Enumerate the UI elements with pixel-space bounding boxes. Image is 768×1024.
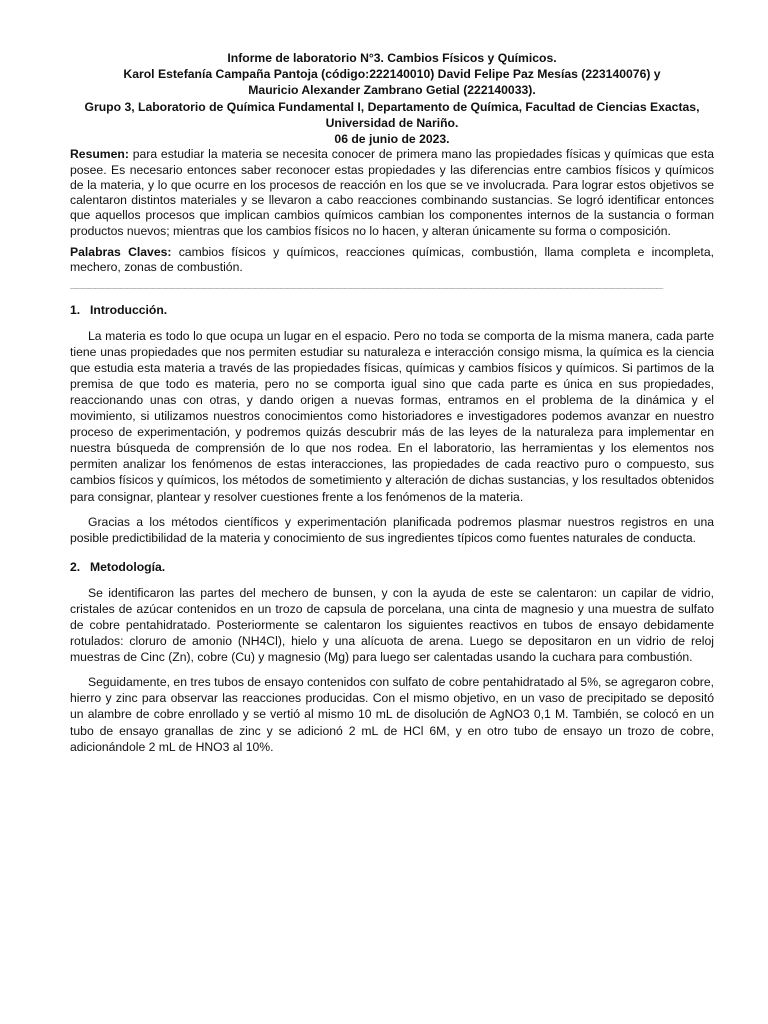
paragraph: Se identificaron las partes del mechero de bunsen, y con la ayuda de este se calentaron: un capilar de vidrio, cristales de azúcar contenidos en un trozo de capsula de porcelana, una cinta de magnesio y una muestra de sulfato de cobre pentahidratado. Posteriormente se calentaron los siguientes reactivos en tubos de ensayo debidamente rotulados: cloruro de amonio (NH4Cl), hielo y una alícuota de arena. Luego se depositaron en un vidrio de reloj muestras de Cinc (Zn), cobre (Cu) y magnesio (Mg) para luego ser calentadas usando la cuchara para combustión.	[70, 585, 714, 665]
paragraph: La materia es todo lo que ocupa un lugar en el espacio. Pero no toda se comporta de la misma manera, cada parte tiene unas propiedades que nos permiten estudiar su naturaleza e interacción consigo misma, la química es la ciencia que estudia esta materia a través de las propiedades físicas, químicas y cambios físicos y químicos. Si partimos de la premisa de que todo es materia, pero no se comporta igual sino que cada parte es única en sus propiedades, reaccionando unas con otras, y dando origen a nuevas formas, entramos en el problema de la dinámica y el movimiento, si utilizamos nuestros conocimientos como historiadores e investigadores podemos avanzar en nuestro proceso de experimentación, y podremos quizás descubrir más de las leyes de la naturaleza para implementar en nuestra búsqueda de comprensión de lo que nos rodea. En el laboratorio, las herramientas y los elementos nos permiten analizar los fenómenos de estas interacciones, las propiedades de cada reactivo puro o compuesto, sus cambios físicos y químicos, los métodos de sometimiento y alteración de dichas sustancias, y los resultados obtenidos para consignar, plantear y resolver cuestiones frente a los fenómenos de la materia.	[70, 328, 714, 504]
separator-line: _____________________________________________________________________________________________	[70, 276, 663, 289]
section-title: Metodología.	[90, 559, 166, 574]
section-heading-metodologia	[70, 560, 714, 575]
section-heading-introduccion	[70, 303, 714, 318]
report-date: 06 de junio de 2023.	[334, 132, 450, 147]
affiliation-line: Grupo 3, Laboratorio de Química Fundamental I, Departamento de Química, Facultad de Ciencias Exactas,	[84, 99, 700, 114]
paragraph: Seguidamente, en tres tubos de ensayo contenidos con sulfato de cobre pentahidratado al 5%, se agregaron cobre, hierro y zinc para observar las reacciones producidas. Con el mismo objetivo, en un vaso de precipitado se depositó un alambre de cobre enrollado y se vertió al mismo 10 mL de disolución de AgNO3 0,1 M. También, se colocó en un tubo de ensayo granallas de zinc y se adicionó 2 mL de HCl 6M, y en otro tubo de ensayo un trozo de cobre, adicionándole 2 mL de HNO3 al 10%.	[70, 675, 714, 754]
abstract-text: para estudiar la materia se necesita conocer de primera mano las propiedades físicas y químicas que esta posee. Es necesario entonces saber reconocer estas propiedades y las diferencias entre cambios físicos y químicos de la materia, y lo que ocurre en los procesos de reacción en los que se ve involucrada. Para lograr estos objetivos se calentaron distintos materiales y se llevaron a cabo reacciones combinando sustancias. Se logró identificar entonces que aquellos procesos que implican cambios químicos cambian los componentes internos de la sustancia o forman productos nuevos; mientras que los cambios físicos no lo hacen, y alteran únicamente su forma o composición.	[70, 147, 714, 238]
abstract	[70, 147, 714, 239]
report-title: Informe de laboratorio N°3. Cambios Físicos y Químicos.	[227, 51, 557, 65]
section-number: 2.	[70, 559, 81, 574]
report-header	[70, 50, 714, 147]
keywords-label: Palabras Claves:	[70, 245, 172, 259]
authors-line-1: Karol Estefanía Campaña Pantoja (código:222140010) David Felipe Paz Mesías (223140076) y	[123, 67, 661, 82]
keywords-text: cambios físicos y químicos, reacciones químicas, combustión, llama completa e incompleta, mechero, zonas de combustión.	[70, 245, 714, 275]
paragraph: Gracias a los métodos científicos y experimentación planificada podremos plasmar nuestros registros en una posible predictibilidad de la materia y conocimiento de sus ingredientes típicos como fuentes naturales de conducta.	[70, 514, 714, 545]
section-title: Introducción.	[90, 302, 168, 317]
keywords	[70, 245, 714, 276]
abstract-label: Resumen:	[70, 147, 129, 162]
university-line: Universidad de Nariño.	[325, 115, 459, 130]
section-number: 1.	[70, 302, 81, 317]
authors-line-2: Mauricio Alexander Zambrano Getial (222140033).	[248, 83, 536, 98]
document-page	[70, 50, 714, 755]
